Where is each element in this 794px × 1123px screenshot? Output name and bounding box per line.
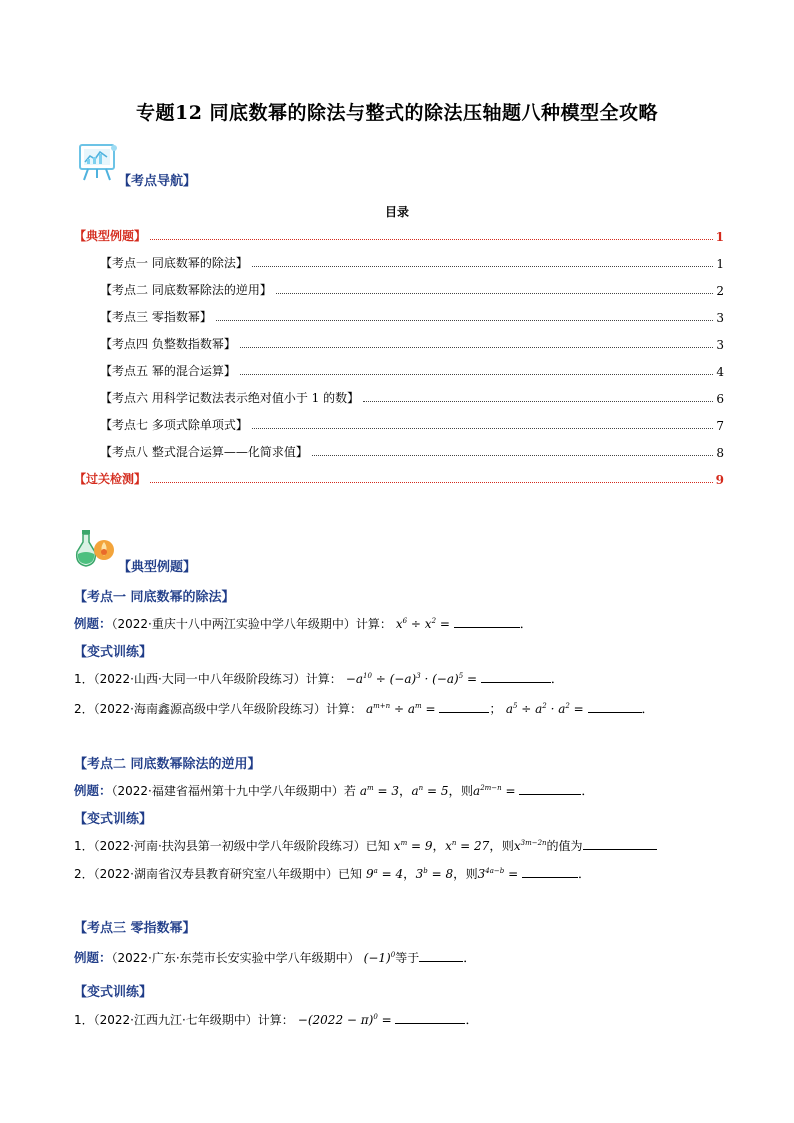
kp3-example: 例题：（2022·广东·东莞市长安实验中学八年级期中） $(-1)^0$等于 ． — [74, 950, 476, 965]
kp3-question-1: 1．（2022·江西九江·七年级期中）计算： $-(2022 - \pi)^0$ = ． — [74, 1012, 478, 1027]
kp1-training: 【变式训练】 — [74, 645, 153, 660]
toc-item[interactable]: 【过关检测】 9 — [74, 472, 724, 487]
kp1-example: 例题：（2022·重庆十八中两江实验中学八年级期中）计算： $x^6 \div x^2$ = ． — [74, 616, 533, 631]
toc-item[interactable]: 【考点六 用科学记数法表示绝对值小于 1 的数】 6 — [100, 391, 724, 406]
toc-item[interactable]: 【考点二 同底数幂除法的逆用】 2 — [100, 283, 724, 298]
toc-item[interactable]: 【考点八 整式混合运算——化简求值】 8 — [100, 445, 724, 460]
kp1-question-2: 2．（2022·海南鑫源高级中学八年级阶段练习）计算： $a^{m+n} \div a^m$ = ； $a^5 \div a^2 \cdot a^2$ = ． — [74, 701, 655, 716]
kp2-question-1: 1．（2022·河南·扶沟县第一初级中学八年级阶段练习）已知 $x^m = 9$，$x^n = 27$，则$x^{3m-2n}$的值为 — [74, 836, 657, 854]
kp1-question-1: 1．（2022·山西·大同一中八年级阶段练习）计算： $-a^{10} \div (-a)^3 \cdot (-a)^5$ = ． — [74, 671, 564, 686]
toc-item[interactable]: 【典型例题】 1 — [74, 229, 724, 244]
presentation-board-icon — [76, 142, 120, 182]
page-title: 专题12 同底数幂的除法与整式的除法压轴题八种模型全攻略 — [135, 102, 659, 124]
answer-blank[interactable] — [454, 615, 520, 628]
kp1-heading: 【考点一 同底数幂的除法】 — [74, 590, 235, 605]
toc-item[interactable]: 【考点七 多项式除单项式】 7 — [100, 418, 724, 433]
answer-blank[interactable] — [395, 1011, 465, 1024]
kp3-training: 【变式训练】 — [74, 985, 153, 1000]
kp2-training: 【变式训练】 — [74, 812, 153, 827]
kp2-heading: 【考点二 同底数幂除法的逆用】 — [74, 757, 261, 772]
toc-item[interactable]: 【考点一 同底数幂的除法】 1 — [100, 256, 724, 271]
kp2-question-2: 2．（2022·湖南省汉寿县教育研究室八年级期中）已知 $9^a = 4$，$3^b = 8$，则$3^{4a-b}$ = ． — [74, 866, 591, 881]
toc-item[interactable]: 【考点三 零指数幂】 3 — [100, 310, 724, 325]
toc-heading: 目录 — [384, 205, 409, 219]
answer-blank[interactable] — [419, 949, 463, 962]
answer-blank[interactable] — [583, 837, 657, 850]
kp2-example: 例题：（2022·福建省福州第十九中学八年级期中）若 $a^m = 3$，$a^n = 5$，则$a^{2m-n}$ = ． — [74, 783, 594, 798]
kp3-heading: 【考点三 零指数幂】 — [74, 921, 196, 936]
examples-heading: 【典型例题】 — [118, 560, 197, 575]
answer-blank[interactable] — [439, 700, 489, 713]
answer-blank[interactable] — [519, 782, 581, 795]
toc-item[interactable]: 【考点五 幂的混合运算】 4 — [100, 364, 724, 379]
nav-heading: 【考点导航】 — [118, 174, 197, 189]
answer-blank[interactable] — [522, 865, 578, 878]
answer-blank[interactable] — [481, 670, 551, 683]
answer-blank[interactable] — [588, 700, 642, 713]
toc-item[interactable]: 【考点四 负整数指数幂】 3 — [100, 337, 724, 352]
flask-icon — [74, 528, 120, 570]
